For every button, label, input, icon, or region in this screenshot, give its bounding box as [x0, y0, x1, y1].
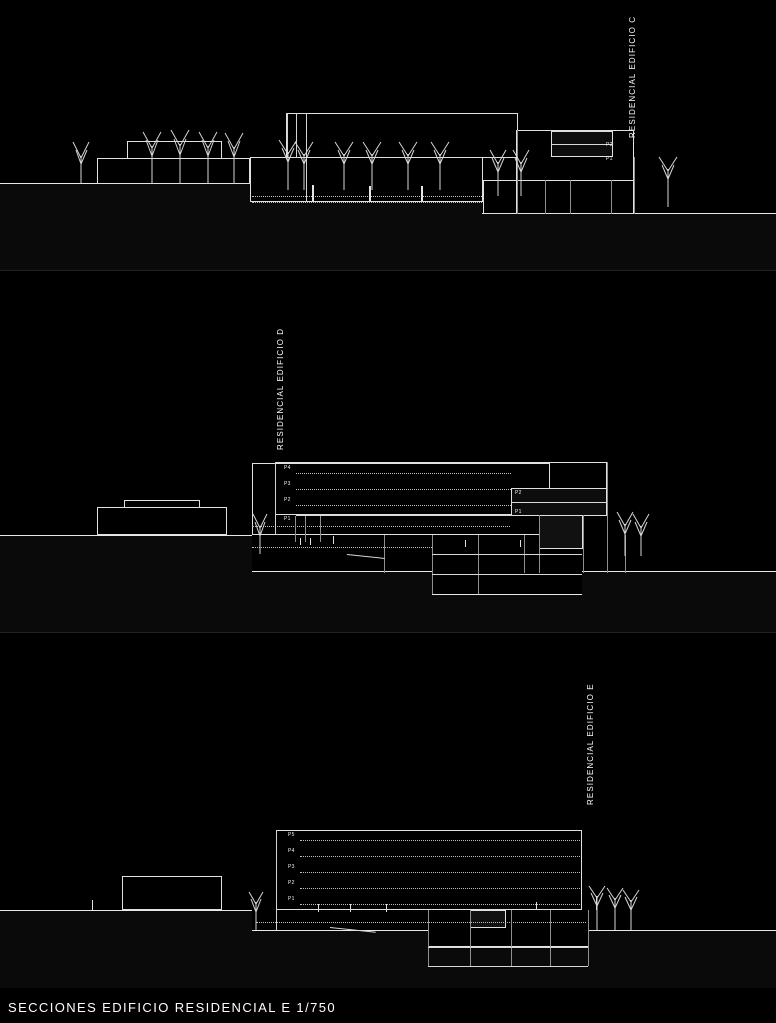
section-building-c — [0, 0, 776, 270]
ground-right — [582, 571, 776, 633]
floor-tag: P1 — [284, 516, 291, 522]
floor-tag-right: P2 — [515, 490, 522, 496]
divider-line — [583, 515, 584, 573]
volume-e-1 — [122, 876, 222, 910]
figure-marker — [386, 904, 387, 912]
tree-icon — [360, 140, 384, 190]
floor-tag: P1 — [606, 156, 613, 162]
section-building-e — [0, 642, 776, 987]
floor-tag: P3 — [288, 864, 295, 870]
tree-icon — [70, 138, 92, 184]
figure-marker — [310, 538, 311, 545]
slab-line — [300, 840, 580, 841]
divider-line — [305, 516, 306, 542]
figure-marker — [300, 538, 301, 545]
tree-icon — [292, 140, 316, 190]
plinth-line — [256, 922, 586, 923]
divider-line — [607, 462, 608, 573]
slab-line — [300, 872, 580, 873]
divider-line — [539, 515, 540, 573]
slab-line — [300, 888, 580, 889]
ground-mid2 — [432, 594, 582, 633]
plinth-line — [252, 547, 432, 548]
floor-tag: P2 — [284, 497, 291, 503]
section-e-label: RESIDENCIAL EDIFICIO E — [586, 683, 595, 805]
ground-right — [588, 930, 776, 988]
ground-left — [0, 183, 250, 271]
tree-icon — [510, 148, 532, 196]
plinth-line — [252, 526, 510, 527]
sheet-divider — [0, 270, 776, 271]
floor-tag: P2 — [288, 880, 295, 886]
divider-line — [550, 910, 551, 966]
divider-line — [511, 910, 512, 966]
floor-tag: P3 — [284, 481, 291, 487]
ground-left — [0, 535, 252, 633]
divider-line — [570, 180, 571, 214]
floor-tag-right: P1 — [515, 509, 522, 515]
divider-line — [545, 180, 546, 214]
section-c-label: RESIDENCIAL EDIFICIO C — [628, 15, 637, 138]
drawing-title: SECCIONES EDIFICIO RESIDENCIAL E 1/750 — [8, 1000, 336, 1015]
figure-marker — [350, 904, 351, 912]
tree-icon — [620, 888, 642, 930]
divider-line — [384, 535, 385, 573]
tree-icon — [168, 128, 192, 184]
tree-icon — [250, 512, 270, 554]
floor-tag: P1 — [288, 896, 295, 902]
tree-icon — [630, 512, 652, 556]
ground-mid2 — [428, 946, 588, 988]
column — [421, 186, 423, 202]
volume-d-2 — [124, 500, 200, 508]
slab-line — [551, 144, 613, 145]
tree-icon — [396, 140, 420, 190]
ramp-line — [347, 554, 385, 559]
divider-line — [320, 516, 321, 542]
grid-line — [432, 574, 582, 575]
tree-icon — [656, 155, 680, 207]
floor-tag: P4 — [288, 848, 295, 854]
ground-left — [0, 910, 252, 988]
figure-marker — [333, 536, 334, 544]
ground-right — [482, 213, 776, 271]
ground-mid — [250, 201, 482, 271]
divider-line — [470, 910, 471, 966]
grid-line — [432, 554, 582, 555]
slab-line — [300, 904, 580, 905]
floor-tag: P4 — [284, 465, 291, 471]
plinth-line — [252, 202, 482, 203]
divider-line — [275, 462, 276, 535]
divider-line — [276, 830, 277, 930]
grid-line — [428, 966, 588, 967]
divider-line — [611, 180, 612, 214]
figure-marker — [536, 902, 537, 910]
figure-marker — [92, 900, 93, 910]
volume-d-6 — [539, 515, 583, 549]
slab-line — [296, 473, 511, 474]
divider-line — [428, 910, 429, 966]
tree-icon — [246, 890, 266, 930]
divider-line — [634, 157, 635, 214]
section-d-label: RESIDENCIAL EDIFICIO D — [276, 327, 285, 450]
slab-line — [296, 489, 511, 490]
ground-mid — [252, 571, 432, 633]
tree-icon — [332, 140, 356, 190]
section-building-d — [0, 282, 776, 632]
volume-d-1 — [97, 507, 227, 535]
slab-line — [511, 502, 607, 503]
tree-icon — [428, 140, 452, 190]
plinth-line — [252, 196, 482, 197]
slab-line — [296, 505, 511, 506]
floor-tag: P2 — [606, 142, 613, 148]
tree-icon — [222, 131, 246, 184]
divider-line — [478, 535, 479, 594]
divider-line — [295, 516, 296, 542]
slab-line — [296, 515, 511, 516]
volume-e-2 — [276, 830, 582, 910]
sheet-divider — [0, 632, 776, 633]
divider-line — [432, 535, 433, 594]
figure-marker — [520, 540, 521, 547]
figure-marker — [318, 904, 319, 912]
tree-icon — [140, 130, 164, 184]
tree-icon — [196, 130, 220, 184]
grid-line — [428, 947, 588, 948]
volume-e-3 — [470, 910, 506, 928]
figure-marker — [465, 540, 466, 547]
tree-icon — [487, 148, 509, 196]
slab-line — [300, 856, 580, 857]
ground-mid — [252, 930, 428, 988]
floor-tag: P5 — [288, 832, 295, 838]
